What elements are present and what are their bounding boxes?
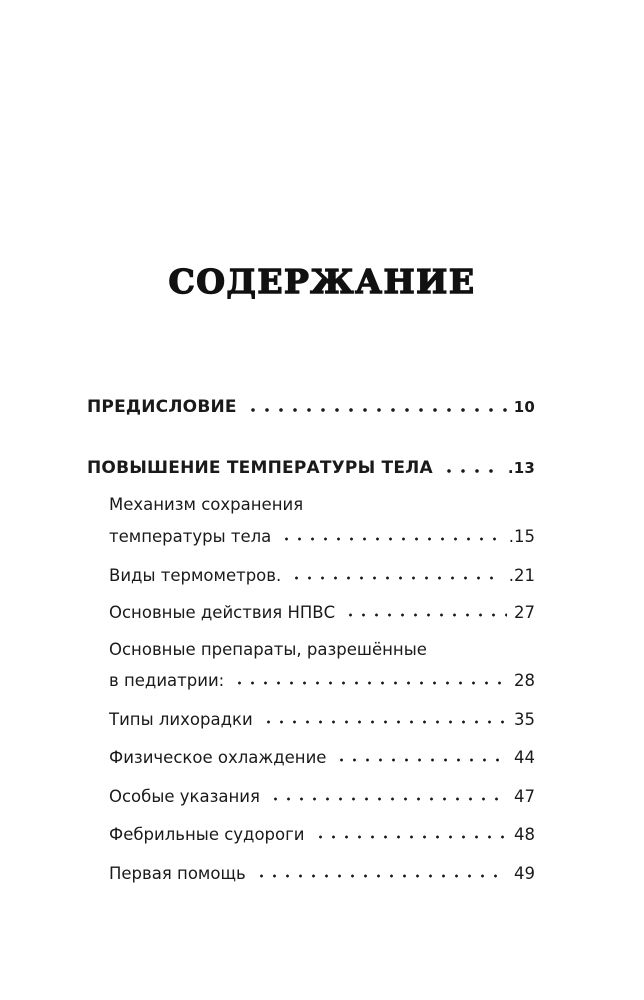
- toc-entry-febrile-seizures[interactable]: [109, 825, 535, 844]
- toc-entry-pediatric-drugs[interactable]: [109, 671, 535, 690]
- toc-entry-label: Фебрильные судороги: [109, 825, 305, 844]
- toc-entry-label: Первая помощь: [109, 864, 246, 883]
- toc-page-number: 27: [514, 603, 535, 622]
- toc-page-number: .13: [507, 459, 535, 477]
- toc-page-number: 47: [514, 787, 535, 806]
- toc-entry-label: Физическое охлаждение: [109, 748, 327, 767]
- dot-leader: [262, 719, 507, 725]
- toc-entry-label: Виды термометров.: [109, 566, 282, 585]
- dot-leader: [246, 407, 507, 413]
- toc-page-number: .15: [508, 527, 535, 546]
- dot-leader: [442, 468, 501, 474]
- toc-page-number: .21: [508, 566, 535, 585]
- toc-page-number: 48: [514, 825, 535, 844]
- toc-entry-first-line: Механизм сохранения: [109, 495, 304, 514]
- toc-entry-thermoregulation[interactable]: [109, 527, 535, 546]
- toc-entry-physical-cooling[interactable]: [109, 748, 535, 767]
- toc-page-number: 35: [514, 710, 535, 729]
- toc-entry-label: Типы лихорадки: [109, 710, 253, 729]
- toc-entry-label: температуры тела: [109, 527, 272, 546]
- toc-entry-label: в педиатрии:: [109, 671, 225, 690]
- toc-page-number: 28: [514, 671, 535, 690]
- dot-leader: [233, 680, 507, 686]
- toc-entry-preface[interactable]: [87, 397, 535, 417]
- dot-leader: [314, 834, 507, 840]
- toc-page-number: 44: [514, 748, 535, 767]
- toc-entry-label: Особые указания: [109, 787, 260, 806]
- toc-page-number: 49: [514, 864, 535, 883]
- toc-entry-fever[interactable]: [87, 458, 535, 478]
- toc-page-number: 10: [513, 398, 535, 416]
- page-title: СОДЕРЖАНИЕ: [168, 262, 476, 301]
- toc-entry-thermometers[interactable]: [109, 566, 535, 585]
- dot-leader: [290, 575, 501, 581]
- toc-entry-nsaid-actions[interactable]: [109, 603, 535, 622]
- dot-leader: [269, 796, 507, 802]
- toc-entry-first-aid[interactable]: [109, 864, 535, 883]
- toc-entry-label: ПРЕДИСЛОВИЕ: [87, 397, 237, 417]
- toc-entry-fever-types[interactable]: [109, 710, 535, 729]
- dot-leader: [344, 612, 507, 618]
- dot-leader: [335, 757, 507, 763]
- dot-leader: [255, 873, 507, 879]
- toc-entry-first-line: Основные препараты, разрешённые: [109, 640, 427, 659]
- toc-entry-label: Основные действия НПВС: [109, 603, 336, 622]
- dot-leader: [280, 536, 501, 542]
- toc-entry-label: ПОВЫШЕНИЕ ТЕМПЕРАТУРЫ ТЕЛА: [87, 458, 433, 478]
- toc-entry-special-notes[interactable]: [109, 787, 535, 806]
